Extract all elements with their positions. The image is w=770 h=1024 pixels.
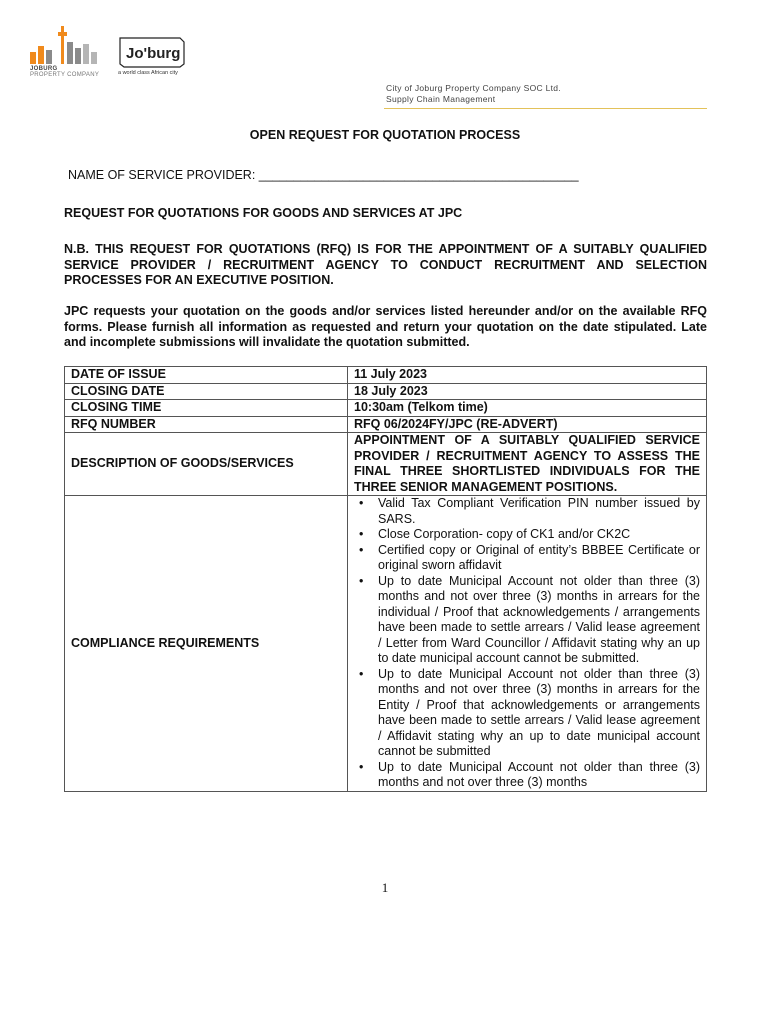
table-row bbox=[65, 367, 707, 384]
page-number: 1 bbox=[381, 880, 389, 895]
rfq-number-label: RFQ NUMBER bbox=[65, 416, 348, 433]
list-item: • Up to date Municipal Account not older than three (3) months and not over three (3) months bbox=[378, 760, 700, 791]
joburg-tagline: a world class African city bbox=[118, 70, 178, 76]
jpc-logo-line2: PROPERTY COMPANY bbox=[30, 72, 100, 78]
compliance-label: COMPLIANCE REQUIREMENTS bbox=[65, 496, 348, 792]
service-provider-line: NAME OF SERVICE PROVIDER: ______________________________________________ bbox=[68, 168, 579, 182]
rfq-details-table bbox=[64, 366, 707, 792]
compliance-list bbox=[354, 496, 700, 791]
date-of-issue-value: 11 July 2023 bbox=[348, 367, 707, 384]
description-value: APPOINTMENT OF A SUITABLY QUALIFIED SERVICE PROVIDER / RECRUITMENT AGENCY TO ASSESS THE FINAL THREE SHORTLISTED INDIVIDUALS FOR THE THREE SENIOR MANAGEMENT POSITIONS. bbox=[348, 433, 707, 496]
table-row bbox=[65, 433, 707, 496]
company-block bbox=[386, 83, 561, 105]
closing-time-label: CLOSING TIME bbox=[65, 400, 348, 417]
list-item: • Up to date Municipal Account not older than three (3) months and not over three (3) months in arrears for the Entity / Proof that acknowledgements or arrangements have been made to settle arrears / Valid lease agreement / Affidavit stating why an up to date municipal account cannot be submitted bbox=[378, 667, 700, 760]
rfq-number-value: RFQ 06/2024FY/JPC (RE-ADVERT) bbox=[348, 416, 707, 433]
list-item: • Close Corporation- copy of CK1 and/or CK2C bbox=[378, 527, 700, 543]
table-row bbox=[65, 383, 707, 400]
table-row bbox=[65, 416, 707, 433]
table-row bbox=[65, 496, 707, 792]
jpc-logo-text bbox=[30, 66, 99, 78]
list-item: • Valid Tax Compliant Verification PIN number issued by SARS. bbox=[378, 496, 700, 527]
date-of-issue-label: DATE OF ISSUE bbox=[65, 367, 348, 384]
closing-date-value: 18 July 2023 bbox=[348, 383, 707, 400]
closing-date-label: CLOSING DATE bbox=[65, 383, 348, 400]
department-name: Supply Chain Management bbox=[386, 94, 496, 104]
nb-paragraph: N.B. THIS REQUEST FOR QUOTATIONS (RFQ) IS FOR THE APPOINTMENT OF A SUITABLY QUALIFIED SERVICE PROVIDER / RECRUITMENT AGENCY TO CONDUCT RECRUITMENT AND SELECTION PROCESSES FOR AN EXECUTIVE POSITION. bbox=[64, 242, 707, 287]
page-title: OPEN REQUEST FOR QUOTATION PROCESS bbox=[249, 128, 521, 142]
joburg-logo-text: Jo'burg bbox=[126, 45, 181, 62]
description-label: DESCRIPTION OF GOODS/SERVICES bbox=[65, 433, 348, 496]
request-paragraph: JPC requests your quotation on the goods and/or services listed hereunder and/or on the available RFQ forms. Please furnish all information as requested and return your quotation on the date stipulated. Late and incomplete submissions will invalidate the quotation submitted. bbox=[64, 304, 707, 349]
rfq-heading: REQUEST FOR QUOTATIONS FOR GOODS AND SERVICES AT JPC bbox=[64, 206, 463, 220]
jpc-logo-line1: JOBURG bbox=[30, 66, 58, 72]
closing-time-value: 10:30am (Telkom time) bbox=[348, 400, 707, 417]
list-item: • Certified copy or Original of entity’s BBBEE Certificate or original sworn affidavit bbox=[378, 543, 700, 574]
joburg-logo bbox=[116, 34, 188, 70]
header-divider bbox=[384, 108, 707, 109]
list-item: • Up to date Municipal Account not older than three (3) months and not over three (3) months in arrears for the individual / Proof that acknowledgements / arrangements have been made to settle arrears / Valid lease agreement / Letter from Ward Councillor / Affidavit stating why an up to date municipal account cannot be submitted. bbox=[378, 574, 700, 667]
table-row bbox=[65, 400, 707, 417]
company-name: City of Joburg Property Company SOC Ltd. bbox=[386, 83, 561, 93]
compliance-requirements-cell bbox=[348, 496, 707, 792]
